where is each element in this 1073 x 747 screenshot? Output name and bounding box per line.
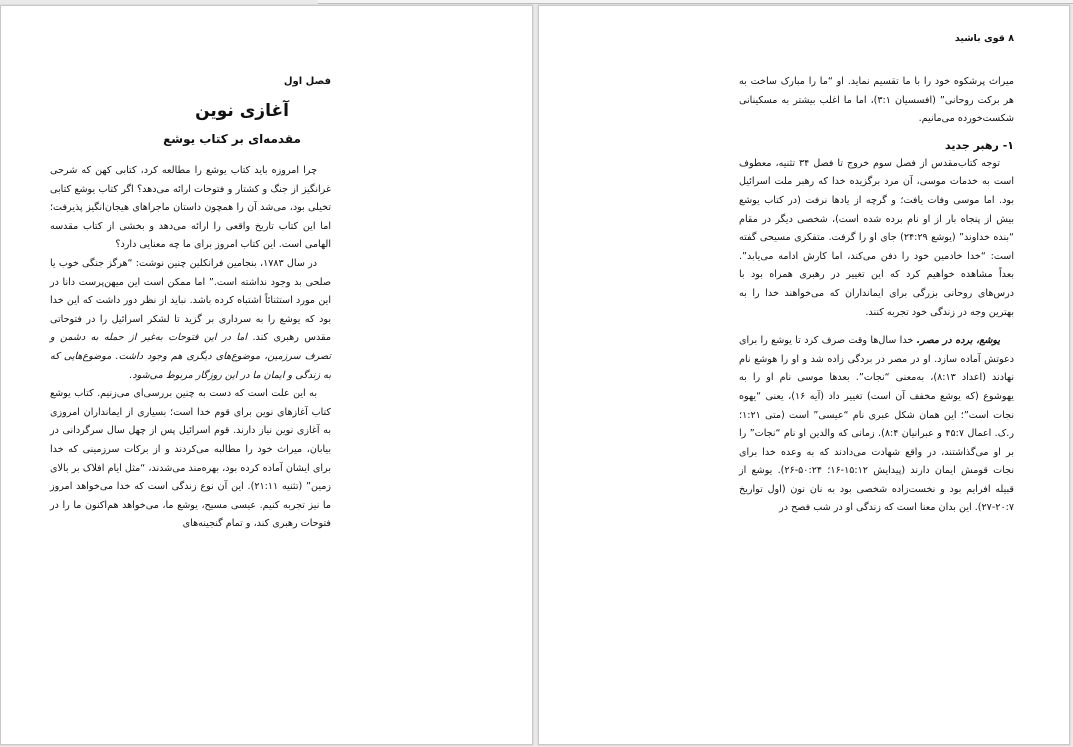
paragraph: توجه کتاب‌مقدس از فصل سوم خروج تا فصل ۳۴ تثنیه، معطوف است به خدمات موسی، آن مرد برگزیده خدا که رهبر ملت اسرائیل بود. اما موسی وفات یافت؛ و گرچه از یادها نرفت (در کتاب یوشع بیش از پنجاه بار از او نام برده شده است)، شخصی دیگر در مقام “بنده خداوند” (یوشع ۲۴:۲۹) جای او را گرفت. متفکری مسیحی گفته است: “خدا خادمین خود را دفن می‌کند، اما کارش ادامه می‌یابد”. بعداً مشاهده خواهیم کرد که این تغییر در رهبری همراه بود با درس‌های روحانی بزرگی برای ایمانداران که می‌خواهند خدا را به بهترین وجه در زندگی خود تجربه کنند.	[739, 157, 1014, 318]
document-page-left	[0, 5, 533, 745]
paragraph	[50, 255, 331, 385]
chapter-label: فصل اول	[283, 76, 331, 87]
paragraph	[739, 332, 1014, 518]
paragraph: به این علت است که دست به چنین بررسی‌ای می‌زنیم. کتاب یوشع کتاب آغازهای نوین برای قوم خدا است؛ بسیاری از ایمانداران امروزی به آغازی نوین نیاز دارند. قوم اسرائیل پس از چهل سال سرگردانی در بیابان، میراث خود را مطالبه می‌کردند و از برکات سرزمینی که خدا برای ایشان آماده کرده بود، بهره‌مند می‌شدند، “مثل ایام افلاک بر بالای زمین” (تثنیه ۲۱:۱۱). این آن نوع زندگی است که خدا می‌خواهد امروز ما نیز تجربه کنیم. عیسی مسیح، یوشع ما، می‌خواهد هم‌اکنون ما را در فتوحات رهبری کند، و تمام گنجینه‌های	[50, 388, 331, 530]
paragraph-text: خدا سال‌ها وقت صرف کرد تا یوشع را برای دعوتش آماده سازد. او در مصر در بردگی زاده شد و او را هوشع نام نهادند (اعداد ۸:۱۳)، به‌معنی “نجات”. بعدها موسی نام او را به یهوشوع (که یوشع مخفف آن است) تغییر داد (آیه ۱۶)، یعنی “یهوه نجات است”؛ این همان شکل عبری نام “عیسی” است (متی ۱:۲۱؛ ر.ک. اعمال ۴۵:۷ و عبرانیان ۸:۴). زمانی که والدین او نام “نجات” را بر او می‌گذاشتند، در واقع شهادت می‌دادند که به وعده خدا برای نجات قومش ایمان دارند (پیدایش ۱۵:۱۲-۱۶؛ ۵۰:۲۴-۲۶). یوشع از قبیله افرایم بود و نخست‌زاده شخصی بود به نان نون (اول تواریخ ۲۰:۷-۲۷). این بدان معنا است که زندگی او در شب فصح در	[739, 335, 1015, 514]
paragraph-lead: یوشع، برده در مصر.	[916, 335, 1001, 347]
chapter-subtitle: مقدمه‌ای بر کتاب یوشع	[163, 132, 301, 146]
window-top-border	[318, 0, 1073, 4]
right-page-body	[739, 73, 1014, 518]
running-header: ۸ قوی باشید	[954, 33, 1014, 44]
paragraph-text: در سال ۱۷۸۳، بنجامین فرانکلین چنین نوشت: “هرگز جنگی خوب یا صلحی بد وجود نداشته است.” اما ممکن است این میهن‌پرست دانا در این مورد استثنائاً اشتباه کرده باشد. نباید از نظر دور داشت که این خدا بود که یوشع را به سرداری بر گزید تا لشکر اسرائیل را در فتوحاتی مقدس رهبری کند.	[50, 257, 331, 344]
chapter-title: آغازی نوین	[195, 101, 289, 121]
document-page-right	[538, 5, 1070, 745]
left-page-body	[50, 162, 331, 534]
italic-text: اما در این فتوحات به‌غیر از حمله به دشمن و تصرف سرزمین، موضوع‌های دیگری هم وجود داشت. موضوع‌هایی که به زندگی و ایمان ما در این روزگار مربوط می‌شود.	[50, 332, 331, 381]
paragraph: چرا امروزه باید کتاب یوشع را مطالعه کرد، کتابی کهن که شرحی غرانگیز از جنگ و کشتار و فتوحات ارائه می‌دهد؟ اگر کتاب یوشع کتابی تخیلی بود، می‌شد آن را همچون داستان ماجراهای هیجان‌انگیز پذیرفت؛ اما این کتاب تاریخ واقعی را ارائه می‌دهد و بخشی از کتاب مقدسه الهامی است. این کتاب امروز برای ما چه معنایی دارد؟	[50, 165, 331, 251]
section-heading: ۱- رهبر جدید	[944, 138, 1014, 152]
paragraph: میراث پرشکوه خود را با ما تقسیم نماید. او “ما را مبارک ساخت به هر برکت روحانی” (افسسیان ۳:۱)، اما ما اغلب بیشتر به مسکینانی شکست‌خورده می‌مانیم.	[739, 76, 1014, 125]
